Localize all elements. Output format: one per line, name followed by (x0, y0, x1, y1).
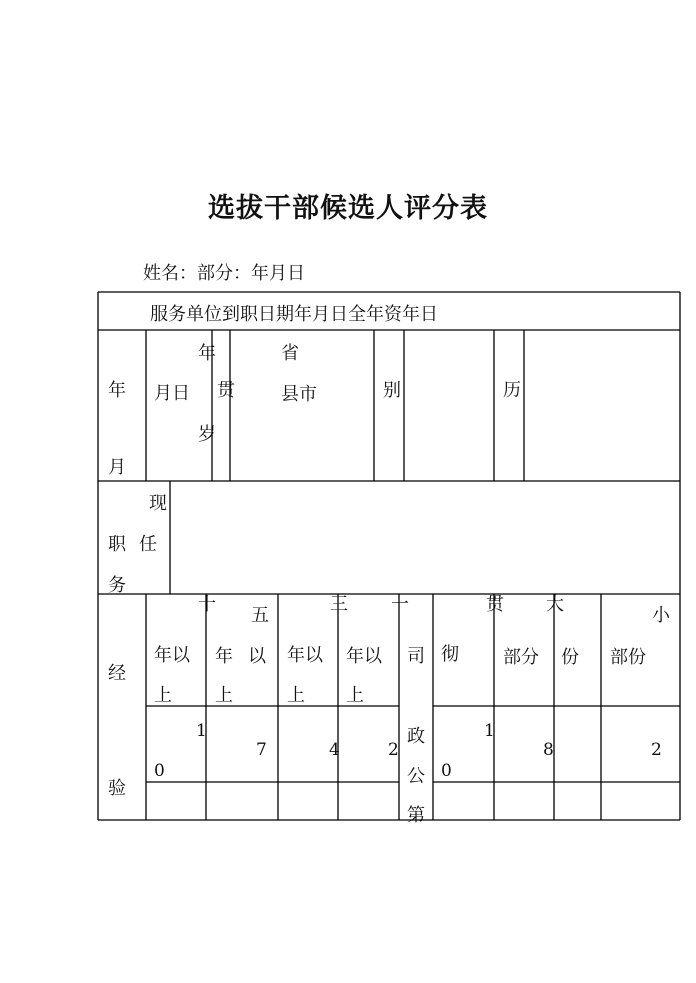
age-sui-label: 岁 (198, 424, 216, 445)
score-h4: 2 (388, 740, 399, 760)
h7-mid-label: 部分 (503, 647, 539, 668)
h9-mid-label: 部份 (610, 647, 646, 668)
score-h1-a: 1 (196, 721, 207, 741)
h9-top-label: 小 (652, 605, 670, 626)
h4-top2-label: 一 (391, 594, 409, 615)
birth-monthday-label: 月日 (154, 383, 190, 404)
current-xian-label: 现 (149, 493, 167, 514)
h3-mid-label: 年以 (287, 645, 323, 666)
h5-di-label: 第 (407, 805, 425, 826)
history-label: 历 (503, 380, 521, 401)
native-county-label: 县市 (281, 384, 317, 405)
native-guan-label: 贯 (217, 380, 235, 401)
experience-yan-label: 验 (108, 778, 126, 799)
h5-mid-label: 司 (407, 646, 425, 667)
experience-jing-label: 经 (108, 663, 126, 684)
birth-month-label: 月 (108, 457, 126, 478)
h5-zheng-label: 政 (407, 726, 425, 747)
h1-bot-label: 上 (154, 685, 172, 706)
age-year-label: 年 (198, 343, 216, 364)
h2-top-label: 五 (251, 605, 269, 626)
h3-bot-label: 上 (287, 685, 305, 706)
h1-top-label: 十 (198, 594, 216, 615)
score-h2: 7 (256, 740, 267, 760)
h2-mid1-label: 年 (215, 646, 233, 667)
service-info-line: 服务单位到职日期年月日全年资年日 (150, 304, 438, 325)
h6-top-label: 贯 (486, 594, 504, 615)
h4-top1-label: 三 (330, 594, 348, 615)
h4-mid-label: 年以 (346, 646, 382, 667)
score-h6-a: 1 (484, 721, 495, 741)
current-ren-label: 任 (139, 534, 157, 555)
gender-label: 别 (383, 380, 401, 401)
h2-mid2-label: 以 (248, 646, 266, 667)
birth-year-label: 年 (108, 380, 126, 401)
score-h1-b: 0 (154, 761, 165, 781)
h6-mid-label: 彻 (441, 644, 459, 665)
h8-mid-label: 份 (561, 647, 579, 668)
score-h7: 8 (543, 740, 554, 760)
score-h3: 4 (329, 740, 340, 760)
document-title: 选拔干部候选人评分表 (208, 193, 488, 224)
h2-bot-label: 上 (215, 685, 233, 706)
score-h9: 2 (651, 740, 662, 760)
current-zhi-label: 职 (108, 534, 126, 555)
h7-top-label: 大 (546, 594, 564, 615)
current-wu-label: 务 (108, 575, 126, 596)
h4-bot-label: 上 (346, 685, 364, 706)
h5-gong-label: 公 (407, 766, 425, 787)
native-province-label: 省 (281, 343, 299, 364)
score-h6-b: 0 (441, 761, 452, 781)
document-subtitle: 姓名：部分：年月日 (143, 263, 305, 284)
h1-mid-label: 年以 (154, 645, 190, 666)
